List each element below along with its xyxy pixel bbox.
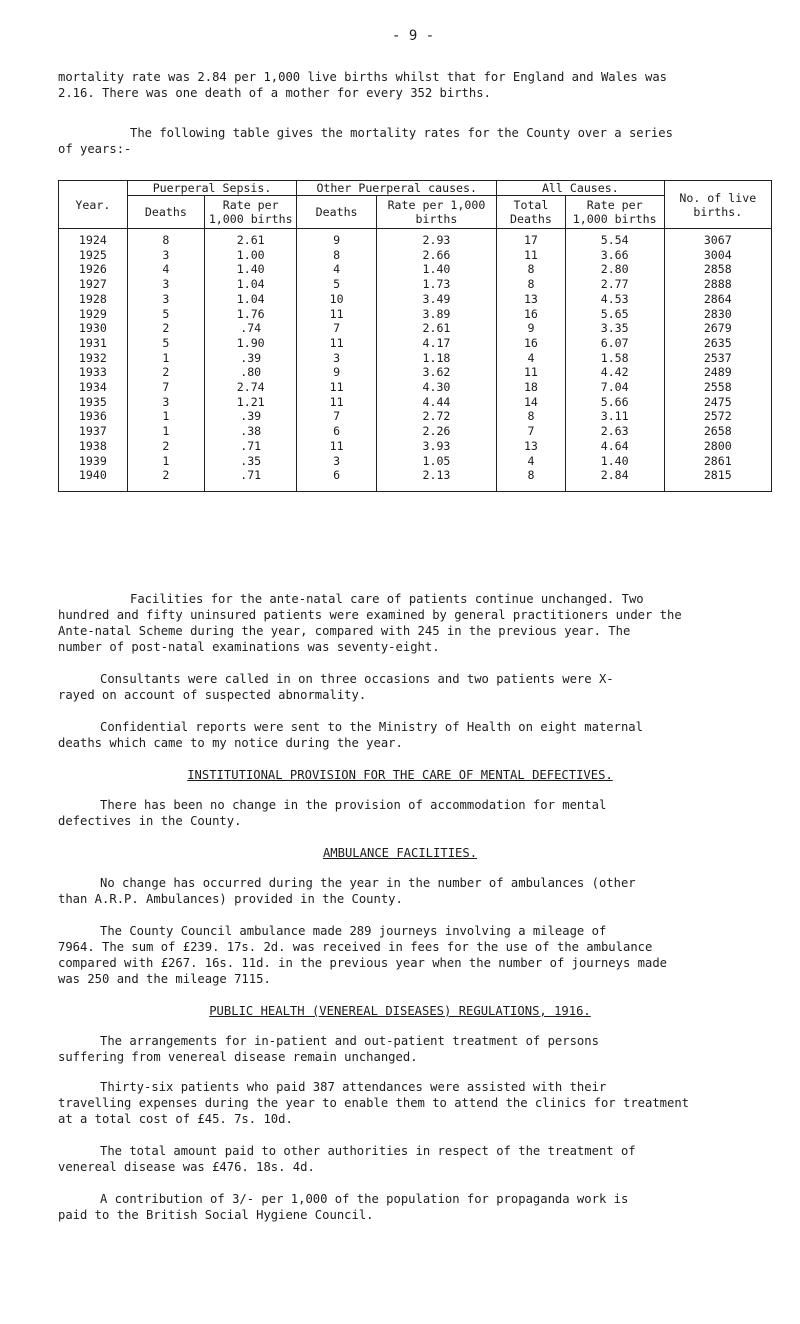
table-cell: 2.72 bbox=[376, 409, 496, 424]
table-cell: 8 bbox=[297, 248, 376, 263]
live-births-header: No. of live births. bbox=[664, 181, 771, 229]
table-cell: 3.49 bbox=[376, 292, 496, 307]
table-cell: 1.21 bbox=[205, 395, 297, 410]
table-cell: 1930 bbox=[59, 321, 128, 336]
table-cell: 9 bbox=[497, 321, 566, 336]
table-cell: 2489 bbox=[664, 365, 771, 380]
table-cell: 7 bbox=[497, 424, 566, 439]
table-cell: 2 bbox=[127, 439, 204, 454]
table-cell: 1931 bbox=[59, 336, 128, 351]
table-cell: 4.64 bbox=[565, 439, 664, 454]
table-cell: 4.44 bbox=[376, 395, 496, 410]
table-cell: .39 bbox=[205, 351, 297, 366]
table-cell: 9 bbox=[297, 365, 376, 380]
table-cell: 1.40 bbox=[565, 454, 664, 469]
venereal-line-8: A contribution of 3/- per 1,000 of the population for propaganda work is bbox=[100, 1192, 629, 1206]
table-cell: 1937 bbox=[59, 424, 128, 439]
table-cell: 2558 bbox=[664, 380, 771, 395]
table-cell: 2635 bbox=[664, 336, 771, 351]
table-cell: 8 bbox=[497, 277, 566, 292]
table-cell: 2.61 bbox=[376, 321, 496, 336]
table-cell: 2.80 bbox=[565, 262, 664, 277]
table-cell: 1934 bbox=[59, 380, 128, 395]
table-cell: 2537 bbox=[664, 351, 771, 366]
table-cell: 1.76 bbox=[205, 307, 297, 322]
year-header: Year. bbox=[59, 181, 128, 229]
group-header-all-causes: All Causes. bbox=[497, 181, 665, 196]
table-cell: 7 bbox=[297, 321, 376, 336]
table-row bbox=[59, 409, 772, 424]
table-cell: 13 bbox=[497, 439, 566, 454]
table-cell: 14 bbox=[497, 395, 566, 410]
table-cell: 2679 bbox=[664, 321, 771, 336]
table-cell: 1.58 bbox=[565, 351, 664, 366]
table-cell: 5.66 bbox=[565, 395, 664, 410]
table-row bbox=[59, 307, 772, 322]
sub-header-deaths: Deaths bbox=[127, 196, 204, 229]
table-cell: 2 bbox=[127, 365, 204, 380]
table-cell: 2815 bbox=[664, 468, 771, 491]
table-cell: 2.84 bbox=[565, 468, 664, 491]
table-cell: 2800 bbox=[664, 439, 771, 454]
table-cell: 1940 bbox=[59, 468, 128, 491]
table-cell: 16 bbox=[497, 336, 566, 351]
ambulance-line-4: 7964. The sum of £239. 17s. 2d. was received in fees for the use of the ambulance bbox=[58, 940, 653, 954]
table-row bbox=[59, 248, 772, 263]
mortality-table bbox=[58, 180, 772, 492]
table-cell: 1928 bbox=[59, 292, 128, 307]
heading-ambulance: AMBULANCE FACILITIES. bbox=[322, 846, 478, 860]
confidential-line-1: Confidential reports were sent to the Ministry of Health on eight maternal bbox=[100, 720, 643, 734]
table-cell: 8 bbox=[497, 409, 566, 424]
intro-line-2: 2.16. There was one death of a mother for every 352 births. bbox=[58, 86, 491, 100]
table-row bbox=[59, 365, 772, 380]
table-row bbox=[59, 262, 772, 277]
table-row bbox=[59, 292, 772, 307]
table-cell: 1.90 bbox=[205, 336, 297, 351]
table-cell: 1 bbox=[127, 409, 204, 424]
sub-header-deaths: Deaths bbox=[297, 196, 376, 229]
table-cell: 3 bbox=[297, 454, 376, 469]
sub-header-rate: Rate per 1,000 births bbox=[205, 196, 297, 229]
table-cell: 3 bbox=[127, 248, 204, 263]
table-cell: 1935 bbox=[59, 395, 128, 410]
group-header-other-puerperal: Other Puerperal causes. bbox=[297, 181, 497, 196]
table-cell: 6 bbox=[297, 424, 376, 439]
table-cell: .71 bbox=[205, 439, 297, 454]
table-cell: 11 bbox=[297, 380, 376, 395]
sub-header-rate: Rate per 1,000 births bbox=[565, 196, 664, 229]
table-cell: 7 bbox=[297, 409, 376, 424]
table-row bbox=[59, 277, 772, 292]
table-cell: 3.89 bbox=[376, 307, 496, 322]
table-cell: 8 bbox=[497, 262, 566, 277]
antenatal-line-2: hundred and fifty uninsured patients were examined by general practitioners under the bbox=[58, 608, 682, 622]
table-cell: 3 bbox=[127, 277, 204, 292]
table-cell: 11 bbox=[497, 248, 566, 263]
table-cell: 3.62 bbox=[376, 365, 496, 380]
table-cell: 11 bbox=[297, 439, 376, 454]
table-cell: 3 bbox=[297, 351, 376, 366]
table-cell: 5 bbox=[127, 336, 204, 351]
table-cell: 18 bbox=[497, 380, 566, 395]
sub-header-rate: Rate per 1,000 births bbox=[376, 196, 496, 229]
table-cell: 4.42 bbox=[565, 365, 664, 380]
venereal-line-1: The arrangements for in-patient and out-patient treatment of persons bbox=[100, 1034, 599, 1048]
table-cell: 5 bbox=[127, 307, 204, 322]
ambulance-line-2: than A.R.P. Ambulances) provided in the County. bbox=[58, 892, 403, 906]
table-cell: 1936 bbox=[59, 409, 128, 424]
antenatal-line-3: Ante-natal Scheme during the year, compared with 245 in the previous year. The bbox=[58, 624, 631, 638]
table-cell: 1 bbox=[127, 351, 204, 366]
table-cell: 8 bbox=[497, 468, 566, 491]
table-cell: 1 bbox=[127, 454, 204, 469]
table-cell: .80 bbox=[205, 365, 297, 380]
table-cell: 4 bbox=[497, 454, 566, 469]
table-row bbox=[59, 321, 772, 336]
table-cell: 4 bbox=[497, 351, 566, 366]
table-row bbox=[59, 395, 772, 410]
table-cell: 4.17 bbox=[376, 336, 496, 351]
mental-line-2: defectives in the County. bbox=[58, 814, 242, 828]
table-cell: 2.61 bbox=[205, 229, 297, 248]
venereal-line-6: The total amount paid to other authorities in respect of the treatment of bbox=[100, 1144, 636, 1158]
group-header-puerperal-sepsis: Puerperal Sepsis. bbox=[127, 181, 297, 196]
table-cell: 1927 bbox=[59, 277, 128, 292]
table-cell: 5.54 bbox=[565, 229, 664, 248]
table-cell: 1926 bbox=[59, 262, 128, 277]
table-cell: 3.35 bbox=[565, 321, 664, 336]
table-cell: 3 bbox=[127, 395, 204, 410]
table-cell: 1924 bbox=[59, 229, 128, 248]
venereal-line-3: Thirty-six patients who paid 387 attendances were assisted with their bbox=[100, 1080, 607, 1094]
venereal-line-2: suffering from venereal disease remain unchanged. bbox=[58, 1050, 418, 1064]
table-cell: 1933 bbox=[59, 365, 128, 380]
table-cell: 2858 bbox=[664, 262, 771, 277]
table-cell: 6 bbox=[297, 468, 376, 491]
antenatal-line-4: number of post-natal examinations was seventy-eight. bbox=[58, 640, 440, 654]
table-cell: 4 bbox=[297, 262, 376, 277]
table-row bbox=[59, 380, 772, 395]
table-row bbox=[59, 229, 772, 248]
antenatal-line-1: Facilities for the ante-natal care of patients continue unchanged. Two bbox=[130, 592, 644, 606]
consultants-line-2: rayed on account of suspected abnormality. bbox=[58, 688, 367, 702]
table-cell: 3.66 bbox=[565, 248, 664, 263]
table-row bbox=[59, 468, 772, 491]
table-row bbox=[59, 336, 772, 351]
table-cell: 2.63 bbox=[565, 424, 664, 439]
page-number: - 9 - bbox=[392, 28, 435, 44]
table-cell: 2.66 bbox=[376, 248, 496, 263]
table-cell: 2475 bbox=[664, 395, 771, 410]
table-cell: 2830 bbox=[664, 307, 771, 322]
table-cell: .71 bbox=[205, 468, 297, 491]
heading-mental-defectives: INSTITUTIONAL PROVISION FOR THE CARE OF MENTAL DEFECTIVES. bbox=[187, 768, 613, 782]
table-row bbox=[59, 439, 772, 454]
intro-line-1: mortality rate was 2.84 per 1,000 live births whilst that for England and Wales was bbox=[58, 70, 668, 84]
table-cell: 1.00 bbox=[205, 248, 297, 263]
table-cell: 2 bbox=[127, 321, 204, 336]
table-cell: 4.53 bbox=[565, 292, 664, 307]
table-cell: 1.04 bbox=[205, 292, 297, 307]
venereal-line-9: paid to the British Social Hygiene Council. bbox=[58, 1208, 374, 1222]
table-cell: 16 bbox=[497, 307, 566, 322]
table-cell: 4.30 bbox=[376, 380, 496, 395]
table-cell: 3.11 bbox=[565, 409, 664, 424]
table-cell: 1932 bbox=[59, 351, 128, 366]
table-cell: 8 bbox=[127, 229, 204, 248]
table-cell: 11 bbox=[297, 307, 376, 322]
ambulance-line-1: No change has occurred during the year in the number of ambulances (other bbox=[100, 876, 636, 890]
table-cell: 11 bbox=[297, 395, 376, 410]
table-cell: 1925 bbox=[59, 248, 128, 263]
ambulance-line-3: The County Council ambulance made 289 journeys involving a mileage of bbox=[100, 924, 607, 938]
table-cell: .38 bbox=[205, 424, 297, 439]
venereal-line-4: travelling expenses during the year to enable them to attend the clinics for treatment bbox=[58, 1096, 690, 1110]
table-cell: 2888 bbox=[664, 277, 771, 292]
table-cell: 1 bbox=[127, 424, 204, 439]
table-cell: 9 bbox=[297, 229, 376, 248]
table-cell: 1.40 bbox=[205, 262, 297, 277]
table-cell: .74 bbox=[205, 321, 297, 336]
table-cell: 1.18 bbox=[376, 351, 496, 366]
table-cell: 17 bbox=[497, 229, 566, 248]
table-cell: .35 bbox=[205, 454, 297, 469]
table-cell: 2658 bbox=[664, 424, 771, 439]
table-cell: 11 bbox=[497, 365, 566, 380]
table-cell: 13 bbox=[497, 292, 566, 307]
table-cell: 2572 bbox=[664, 409, 771, 424]
table-cell: 1938 bbox=[59, 439, 128, 454]
table-cell: 2.13 bbox=[376, 468, 496, 491]
table-cell: 2.74 bbox=[205, 380, 297, 395]
table-row bbox=[59, 351, 772, 366]
table-cell: 5 bbox=[297, 277, 376, 292]
ambulance-line-5: compared with £267. 16s. 11d. in the previous year when the number of journeys made bbox=[58, 956, 668, 970]
mental-line-1: There has been no change in the provision of accommodation for mental bbox=[100, 798, 607, 812]
table-row bbox=[59, 454, 772, 469]
table-cell: 6.07 bbox=[565, 336, 664, 351]
table-cell: 2.77 bbox=[565, 277, 664, 292]
venereal-line-5: at a total cost of £45. 7s. 10d. bbox=[58, 1112, 293, 1126]
table-row bbox=[59, 424, 772, 439]
venereal-line-7: venereal disease was £476. 18s. 4d. bbox=[58, 1160, 315, 1174]
table-cell: 1939 bbox=[59, 454, 128, 469]
table-cell: 1.04 bbox=[205, 277, 297, 292]
table-cell: 4 bbox=[127, 262, 204, 277]
table-cell: 3 bbox=[127, 292, 204, 307]
heading-venereal-diseases: PUBLIC HEALTH (VENEREAL DISEASES) REGULATIONS, 1916. bbox=[209, 1004, 591, 1018]
table-cell: 3.93 bbox=[376, 439, 496, 454]
table-cell: 2 bbox=[127, 468, 204, 491]
table-cell: .39 bbox=[205, 409, 297, 424]
table-cell: 1.05 bbox=[376, 454, 496, 469]
table-cell: 3004 bbox=[664, 248, 771, 263]
table-cell: 2864 bbox=[664, 292, 771, 307]
table-cell: 2861 bbox=[664, 454, 771, 469]
intro-line-3: The following table gives the mortality rates for the County over a series bbox=[130, 126, 673, 140]
table-cell: 7 bbox=[127, 380, 204, 395]
table-cell: 1.40 bbox=[376, 262, 496, 277]
table-cell: 1.73 bbox=[376, 277, 496, 292]
table-cell: 7.04 bbox=[565, 380, 664, 395]
ambulance-line-6: was 250 and the mileage 7115. bbox=[58, 972, 271, 986]
table-cell: 10 bbox=[297, 292, 376, 307]
table-cell: 5.65 bbox=[565, 307, 664, 322]
sub-header-total-deaths: Total Deaths bbox=[497, 196, 566, 229]
table-cell: 11 bbox=[297, 336, 376, 351]
table-cell: 3067 bbox=[664, 229, 771, 248]
confidential-line-2: deaths which came to my notice during the year. bbox=[58, 736, 403, 750]
table-cell: 2.93 bbox=[376, 229, 496, 248]
consultants-line-1: Consultants were called in on three occasions and two patients were X- bbox=[100, 672, 614, 686]
table-cell: 1929 bbox=[59, 307, 128, 322]
intro-line-4: of years:- bbox=[58, 142, 132, 156]
table-cell: 2.26 bbox=[376, 424, 496, 439]
